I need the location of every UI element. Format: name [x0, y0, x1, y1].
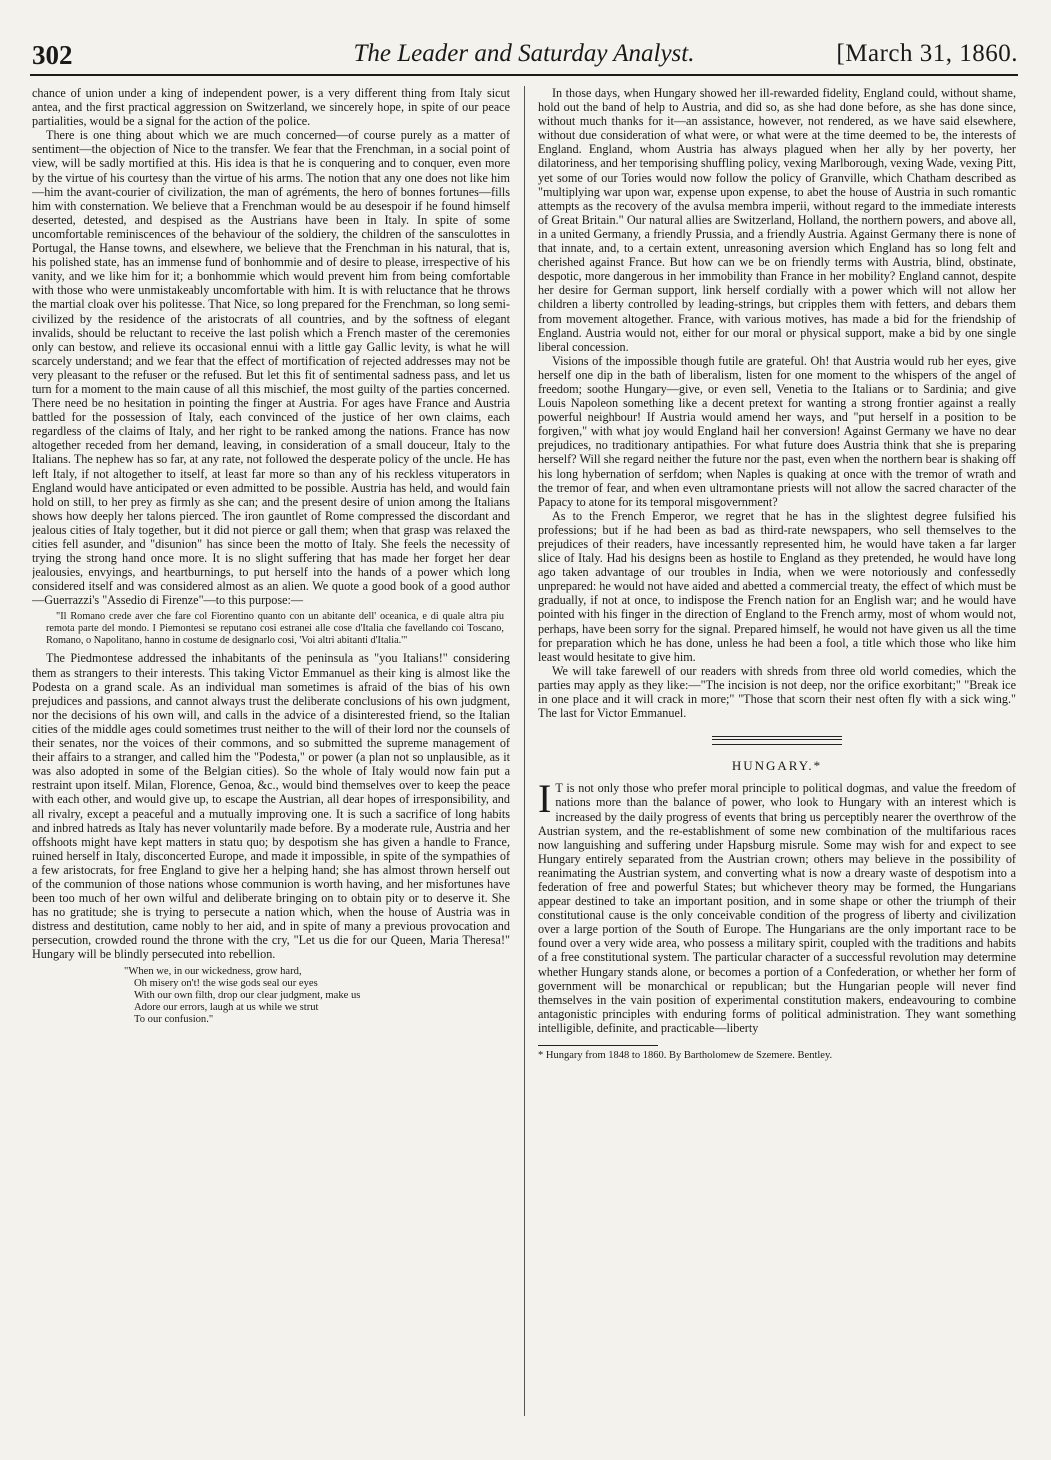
paragraph: [538, 776, 1016, 1035]
column-divider: [524, 86, 525, 1416]
section-title: HUNGARY.*: [731, 758, 823, 774]
drop-cap: I: [538, 776, 552, 822]
italian-quotation: [46, 611, 504, 647]
left-column: [32, 86, 510, 1426]
footnote-rule: [538, 1045, 658, 1046]
verse-line: Oh misery on't! the wise gods seal our eyes: [134, 977, 318, 989]
paragraph: There is one thing about which we are much concerned—of course purely as a matter of sentiment—the objection of Nice to the transfer. We fear that the Frenchman, in a social point of view, will be sadly mortified at this. His idea is that he is conquering and to conquer, even more by the virtue of his courtesy than the virtue of his arms. The notion that any one does not like him—him the avant-courier of civilization, the man of agréments, the hero of bonnes fortunes—fills him with consternation. We believe that a Frenchman would be au desespoir if he found himself deserted, detested, and despised as the Austrians have been in Italy. In spite of some uncomfortable reminiscences of the behaviour of the soldiery, the children of the sansculottes in Portugal, the Hanse towns, and elsewhere, we believe that the Frenchman in his natural, that is, his polished state, has an immense fund of bonhommie and of desire to please, irrespective of his vanity, and we like him for it; a bonhommie which would prevent him from being comfortable with those who were unmistakeably uncomfortable with him. It is with reluctance that he throws the martial cloak over his politesse. That Nice, so long prepared for the Frenchman, so long semi-civilized by the residence of the aristocrats of all countries, and by the softness of elegant invalids, should be reluctant to receive the last polish which a French master of the ceremonies only can bestow, and relieve its occasional ennui with a little gay Gallic levity, is what he will scarcely understand; and we fear that the effect of mortification of rejected addresses may not be very pleasant to the refuser or the refused. But let this fit of sentimental sadness pass, and let us turn for a moment to the main cause of all this mischief, the most guilty of the parties concerned. There need be no hesitation in pointing the finger at Austria. For ages have France and Austria battled for the possession of Italy, each convinced of the justice of her own claims, each regardless of the claims of Italy, and her right to be ranked among the nations. France has now altogether receded from her demand, leaving, in consideration of a small douceur, Italy to the Italians. The nephew has so far, at any rate, not followed the desperate policy of the uncle. He has left Italy, if not altogether to itself, at least far more so than any of his reckless vituperators in England would have anticipated or even admitted to be possible. Austria has held, and would fain hold on still, to her prey as firmly as she can; and the present desire of union among the Italians shows how deeply her talons pierced. The iron gauntlet of Rome compressed the discordant and jealous cities of Italy together, but it did not pierce or gall them; when that grasp was relaxed the cities fell asunder, and "disunion" has since been the motto of Italy. She feels the necessity of trying the strong hand once more. It is no slight suffering that has made her forget her dear jealousies, envyings, and heartburnings, to put herself into the hands of a power which long considered itself and was considered almost as an alien. We quote a good book of a good author—Guerrazzi's "Assedio di Firenze"—to this purpose:—: [32, 128, 510, 608]
paragraph: As to the French Emperor, we regret that he has in the slightest degree fulsified his professions; but if he had been as bad as third-rate newspapers, who sell themselves to the prejudices of their readers, have incessantly represented him, he would have taken a far larger slice of Italy. Had his designs been as hostile to England as they pretended, he would have long ago taken advantage of our troubles in India, when we were notoriously and confessedly unprepared: he would not have aided and abetted a commercial treaty, the effect of which must be gradually, if not at once, to indispose the French nation for an English war; and he would have pointed with his finger in the direction of England to the French army, most of whom would not, perhaps, have been sorry for the signal. Prepared himself, he would not have given us all the time for preparation which he has done, unless he had been a fool, a title which those who like him least would hesitate to give him.: [538, 508, 1016, 664]
page-number: 302: [32, 40, 73, 70]
paragraph: The Piedmontese addressed the inhabitants of the peninsula as "you Italians!" considering them as strangers to their interests. This taking Victor Emmanuel as their king is almost like the Podesta on a grand scale. As an individual man sometimes is afraid of the bias of his own prejudices and passions, and cannot always trust the deliberate conclusions of his own judgment, nor the decisions of his own will, and calls in the advice of a disinterested friend, so the Italian cities of the middle ages could sometimes trust neither to the will of their lord nor the counsels of their senates, nor the voices of their commons, and so submitted the supreme management of their affairs to a stranger, and called him the "Podesta," or power (a plan not so unplausible, as it was also adopted in some of the Belgian cities). So the whole of Italy would now fain put a restraint upon itself. Milan, Florence, Genoa, &c., would bind themselves over to keep the peace with each other, and would give up, to escape the Austrian, all dear hopes of irresponsibility, and all rivalry, except a peaceful and a mutually improving one. It is such a sacrifice of long habits and inbred hatreds as Italy has never voluntarily made before. By a moderate rule, Austria and her offshoots might have kept matters in statu quo; by despotism she has given a handle to France, ruined herself in Italy, disconcerted Europe, and made it impossible, in spite of the sympathies of a few aristocrats, for free England to give her a helping hand; she has almost thrown herself out of the communion of those nations whose communion is worth having, and her misfortunes have been too much of her own wilful and deliberate bringing on to obtain pity or to deserve it. She has no gratitude; she is trying to persecute a nation which, when the house of Austria was in distress and destitution, came nobly to her aid, and in spite of many a previous provocation and persecution, crowded round the throne with the cry, "Let us die for our Queen, Maria Theresa!" Hungary will be blindly persecuted into rebellion.: [32, 651, 510, 962]
right-column: [538, 86, 1016, 1426]
paragraph: In those days, when Hungary showed her ill-rewarded fidelity, England could, without shame, hold out the band of help to Austria, and did so, as she had done before, as she has done since, without much thanks for it—an assistance, however, not rendered, as we have said elsewhere, without due consideration of what were, or what were at the time deemed to be, the interests of England. England, whom Austria has always plagued when her ally by her poverty, her dilatoriness, and her temporising shuffling policy, vexing Marlborough, vexing Wade, vexing Pitt, yet some of our Tories would now follow the policy of Granville, which Chatham described as "multiplying war upon war, expense upon expense, to abet the house of Austria in such romantic attempts as the recovery of the avulsa membra imperii, without regard to the immediate interests of Great Britain." Our natural allies are Switzerland, Holland, the northern powers, and above all, in a united Germany, a friendly Prussia, and a friendly Austria. Against Germany there is none of that innate, and, to a certain extent, unreasoning aversion which England has so long felt and cherished against France. But how can we be on friendly terms with Austria, blind, obstinate, despotic, more dangerous in her immobility than France in her mobility? England cannot, despite her desire for German support, link herself cordially with a power which will not allow her children a liberty controlled by leading-strings, but cripples them with fetters, and debars them from movement altogether. France, with various motives, has made a bid for the friendship of England. Austria would not, either for our moral or physical support, make a bid by one single liberal concession.: [538, 86, 1016, 354]
footnote: * Hungary from 1848 to 1860. By Bartholomew de Szemere. Bentley.: [538, 1050, 833, 1061]
issue-date: [March 31, 1860.: [836, 40, 1018, 67]
quotation-text: "Il Romano crede aver che fare col Fiorentino quanto con un abitante dell' oceanica, e di quale altra piu remota parte del mondo. I Piemontesi se reputano cosi estranei alle cose d'Italia che favellando coi Toscano, Romano, o Napolitano, hanno in costume de designarlo cosi, 'Voi altri abitanti d'Italia.'": [46, 611, 504, 647]
paragraph: chance of union under a king of independent power, is a very different thing from Italy sicut antea, and the first practical aggression on Switzerland, we sincerely hope, in spite of our peace partialities, would be a signal for the action of the police.: [32, 86, 510, 129]
verse-quotation: [124, 966, 510, 1027]
publication-title: The Leader and Saturday Analyst.: [353, 40, 695, 67]
paragraph: We will take farewell of our readers with shreds from three old world comedies, which the parties may apply as they like:—"The incision is not deep, nor the orifice exorbitant;" "Break ice in one place and it will crack in more;" "Those that scorn their nest often fly with a sick wing." The last for Victor Emmanuel.: [538, 663, 1016, 721]
paragraph: Visions of the impossible though futile are grateful. Oh! that Austria would rub her eyes, give herself one dip in the bath of liberalism, listen for one moment to the whispers of the angel of freedom; soothe Hungary—give, or even sell, Venetia to the Italians or to Sardinia; and give Louis Napoleon something like a decent pretext for wanting a strong frontier against a really powerful neighbour! If Austria would amend her ways, and "put herself in a position to be forgiven," with what joy would England hail her conversion! Against Germany we have no dear prejudices, no traditionary antipathies. For what future does Austria think that she is preparing herself? Will she regard neither the future nor the past, even when the northern bear is shaking off his long hybernation of serfdom; when Naples is quaking at once with the tremor of wrath and the tremor of fear, and when even ultramontane priests will not allow the sacred character of the Papacy to atone for its temporal misgovernment?: [538, 353, 1016, 509]
verse-line: To our confusion.": [134, 1014, 214, 1026]
verse-line: "When we, in our wickedness, grow hard,: [124, 965, 302, 977]
page-header: [30, 34, 1018, 76]
verse-line: Adore our errors, laugh at us while we strut: [134, 1002, 319, 1014]
verse-line: With our own filth, drop our clear judgment, make us: [134, 989, 361, 1001]
paragraph-text: T is not only those who prefer moral principle to political dogmas, and value the freedom of nations more than the balance of power, who look to Hungary with an interest which is increased by the daily progress of events that bring us perceptibly nearer the overthrow of the Austrian system, and the re-establishment of some new combination of the multifarious races now languishing and suffering under Hapsburg misrule. Some may wish for and expect to see Hungary entirely separated from the Austrian crown; others may believe in the possibility of reanimating the Austrian system, and converting what is now a dreary waste of despotism into a federation of free and powerful States; but whichever theory may be formed, the Hungarians appear destined to take an important position, and in some shape or other the triumph of their constitutional cause is the only conceivable condition of the progress of liberty and civilization over a large portion of the South of Europe. The Hungarians are the only important race to be found over a very wide area, who possess a military spirit, coupled with the traditions and habits of a free constitutional system. The particular character of a successful revolution may determine whether Hungary stands alone, or becomes a portion of a Confederation, or whether her form of government will be monarchical or republican; but the Hungarian people will never find themselves in the vain position of experimental constitution makers, endeavouring to combine antagonistic principles with enduring forms of political administration. They want something intelligible, definite, and practicable—liberty: [538, 781, 1016, 1035]
section-separator: [712, 736, 842, 740]
section-separator: [712, 744, 842, 745]
